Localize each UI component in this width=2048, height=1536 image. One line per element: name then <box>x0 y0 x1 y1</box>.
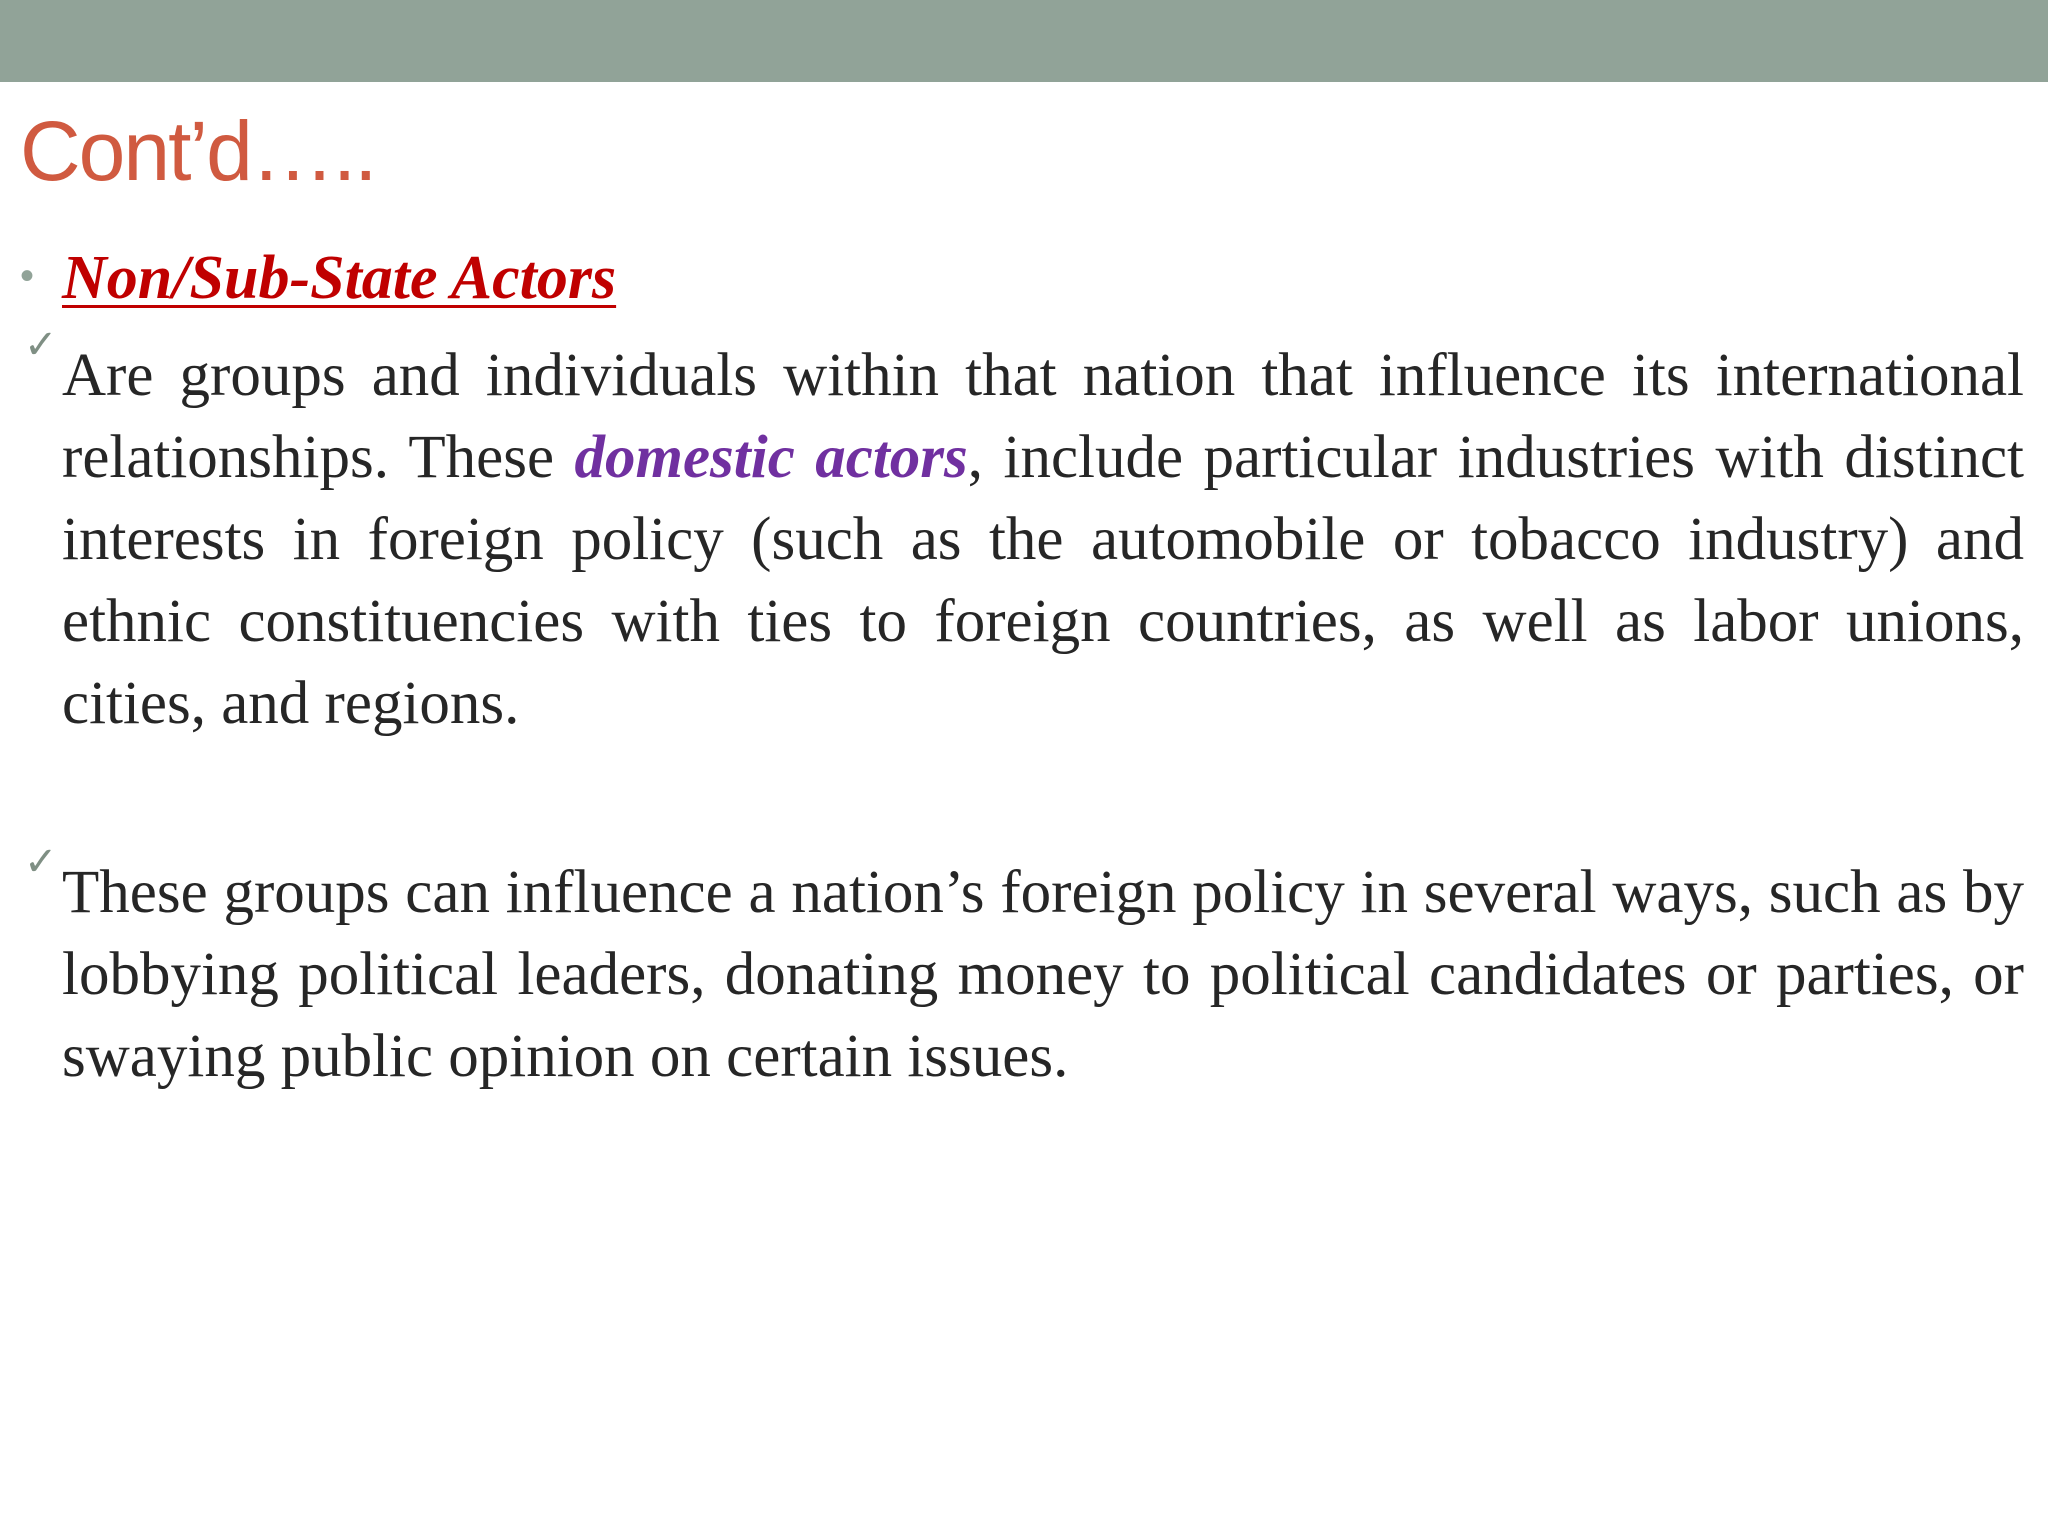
section-heading: Non/Sub-State Actors <box>62 244 617 312</box>
header-band <box>0 0 2048 82</box>
paragraph-definition <box>24 322 2024 745</box>
bullet-dot-icon: • <box>20 254 35 298</box>
checkmark-icon: ✓ <box>24 839 58 885</box>
paragraph-influence-text: These groups can influence a nation’s foreign policy in several ways, such as by lobbying political leaders, donating money to political candidates or parties, or swaying public opinion on certain issues. <box>62 859 2024 1090</box>
paragraph-definition-text-end: , include particular industries with distinct interests in foreign policy (such as the automobile or tobacco industry) and ethnic constituencies with ties to foreign countries, as well as labor unions, cities, and regions. <box>62 424 2024 737</box>
slide-title: Cont’d….. <box>20 104 376 198</box>
checkmark-icon: ✓ <box>24 322 58 368</box>
paragraph-influence <box>24 839 2024 1098</box>
paragraph-definition-text-start: Are groups and individuals within that nation that influence its international relationships. These <box>62 342 2024 491</box>
domestic-actors-emphasis: domestic actors <box>574 424 968 491</box>
